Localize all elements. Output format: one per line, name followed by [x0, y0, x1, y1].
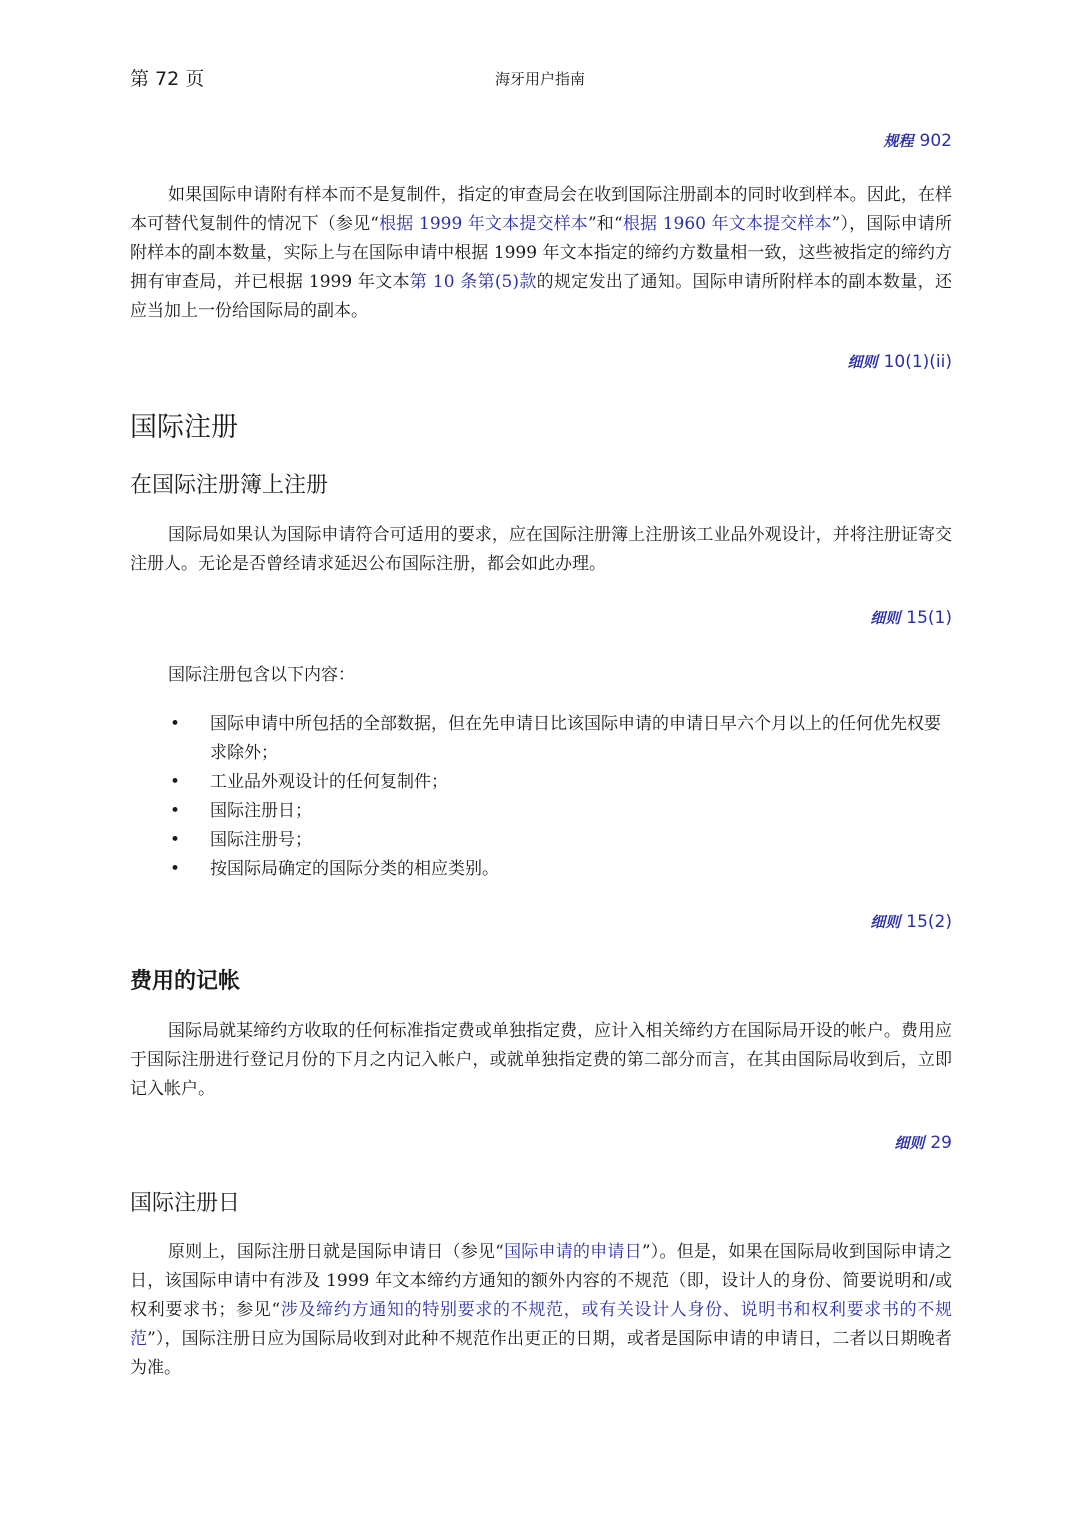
rule-reference-keyword: 细则 — [870, 609, 901, 627]
paragraph-registration-date — [130, 1238, 952, 1383]
subsection-heading-registration-date: 国际注册日 — [130, 1191, 241, 1216]
rule-reference — [884, 130, 952, 151]
list-item-text: 工业品外观设计的任何复制件； — [210, 772, 448, 792]
subsection-heading-fee-crediting: 费用的记帐 — [130, 969, 241, 994]
text-run: ”）。但是，如果在国际局收到国际申请之日，该国际申请中有涉及 1999 年文本缔约方通知的额外内容的不规范（即，设计人的身份、简要说明和/或权利要求书；参见“ — [130, 1242, 952, 1320]
page-number: 第 72 页 — [130, 68, 205, 90]
bullet-glyph: • — [170, 801, 181, 821]
bullet-glyph: • — [170, 859, 181, 879]
rule-reference — [870, 911, 952, 932]
paragraph-fees: 国际局就某缔约方收取的任何标准指定费或单独指定费，应计入相关缔约方在国际局开设的帐户。费用应于国际注册进行登记月份的下月之内记入帐户，或就单独指定费的第二部分而言，在其由国际局收到后，立即记入帐户。 — [130, 1021, 952, 1099]
bullet-glyph: • — [170, 714, 181, 734]
bullet-glyph: • — [170, 830, 181, 850]
text-run: 原则上，国际注册日就是国际申请日（参见“ — [168, 1242, 504, 1262]
link-irregularities-special-requirements[interactable]: 涉及缔约方通知的特别要求的不规范，或有关设计人身份、说明书和权利要求书的不规范 — [130, 1300, 952, 1349]
section-heading-international-registration: 国际注册 — [130, 412, 238, 443]
list-item — [168, 855, 952, 884]
rule-reference-number: 15(2) — [906, 912, 952, 932]
link-article-10-5[interactable]: 第 10 条第(5)款 — [409, 272, 537, 292]
rule-reference — [894, 1132, 952, 1153]
text-run: ”和“ — [587, 214, 623, 234]
link-submit-specimens-1960[interactable]: 根据 1960 年文本提交样本 — [622, 214, 832, 234]
text-run: 如果国际申请附有样本而不是复制件，指定的审查局会在收到国际注册副本的同时收到样本。因此，在样本可替代复制件的情况下（参见“ — [130, 185, 952, 234]
paragraph-contents-intro: 国际注册包含以下内容： — [168, 665, 355, 685]
text-run: ”），国际注册日应为国际局收到对此种不规范作出更正的日期，或者是国际申请的申请日，二者以日期晚者为准。 — [130, 1329, 952, 1378]
rule-reference-number: 902 — [919, 131, 952, 151]
rule-reference-keyword: 细则 — [847, 353, 878, 371]
rule-reference — [870, 607, 952, 628]
text-run: 的规定发出了通知。国际申请所附样本的副本数量，还应当加上一份给国际局的副本。 — [130, 272, 952, 321]
paragraph-registration: 国际局如果认为国际申请符合可适用的要求，应在国际注册簿上注册该工业品外观设计，并将注册证寄交注册人。无论是否曾经请求延迟公布国际注册，都会如此办理。 — [130, 525, 952, 574]
paragraph-specimens — [130, 181, 952, 326]
text-run: ”），国际申请所附样本的副本数量，实际上与在国际申请中根据 1999 年文本指定的缔约方数量相一致，这些被指定的缔约方拥有审查局，并已根据 1999 年文本 — [130, 214, 952, 292]
registration-contents-list — [168, 710, 952, 884]
rule-reference-number: 29 — [930, 1133, 952, 1153]
list-item-text: 国际申请中所包括的全部数据，但在先申请日比该国际申请的申请日早六个月以上的任何优先权要求除外； — [210, 714, 941, 763]
rule-reference-number: 10(1)(ii) — [883, 352, 952, 372]
link-submit-specimens-1999[interactable]: 根据 1999 年文本提交样本 — [378, 214, 588, 234]
rule-reference-number: 15(1) — [906, 608, 952, 628]
list-item-text: 按国际局确定的国际分类的相应类别。 — [210, 859, 499, 879]
link-filing-date[interactable]: 国际申请的申请日 — [503, 1242, 642, 1262]
list-item — [168, 826, 952, 855]
subsection-heading-register-entry: 在国际注册簿上注册 — [130, 473, 329, 498]
rule-reference-keyword: 细则 — [894, 1134, 925, 1152]
bullet-glyph: • — [170, 772, 181, 792]
rule-reference — [848, 351, 952, 372]
rule-reference-keyword: 细则 — [870, 913, 901, 931]
list-item — [168, 797, 952, 826]
list-item-text: 国际注册号； — [210, 830, 312, 850]
rule-reference-keyword: 规程 — [883, 132, 914, 150]
list-item — [168, 768, 952, 797]
list-item — [168, 710, 952, 768]
running-header-title: 海牙用户指南 — [494, 70, 585, 88]
list-item-text: 国际注册日； — [210, 801, 312, 821]
